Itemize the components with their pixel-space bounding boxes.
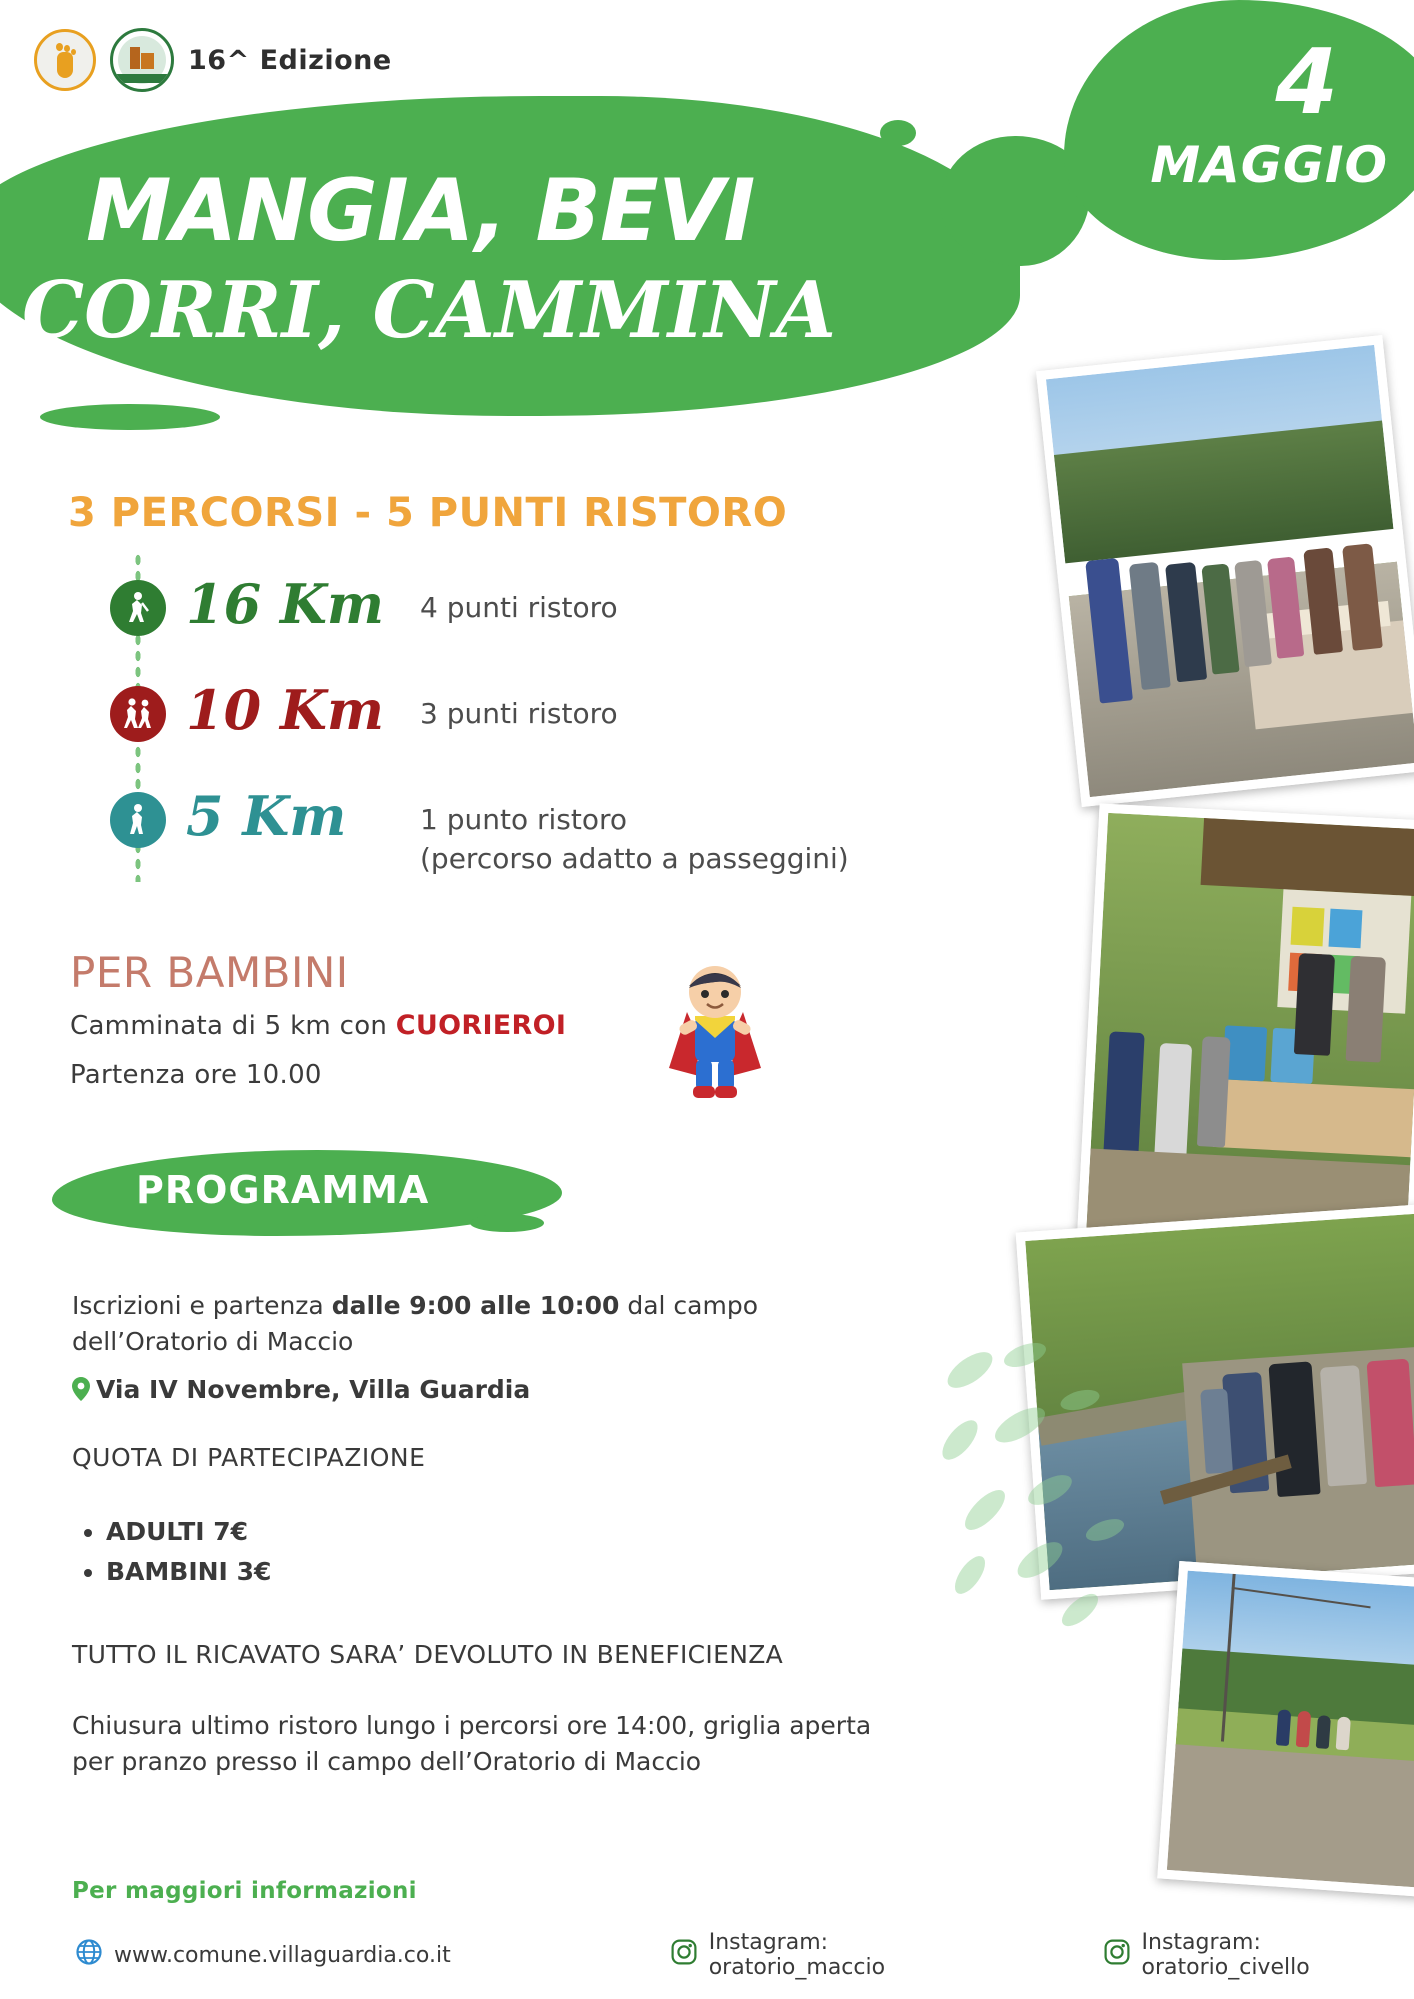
programma-brush-tail (470, 1214, 544, 1232)
comune-villa-guardia-logo (110, 28, 174, 92)
fee-heading: QUOTA DI PARTECIPAZIONE (72, 1443, 426, 1472)
two-walkers-icon (110, 686, 166, 742)
route-item-10km (110, 676, 870, 782)
registration-text (72, 1288, 892, 1361)
registration-suffix: dal campo dell’Oratorio di Maccio (72, 1291, 759, 1357)
footer-contacts (60, 1930, 1360, 1980)
address-text: Via IV Novembre, Villa Guardia (96, 1375, 531, 1404)
footer-item-instagram-civello[interactable] (1104, 1930, 1360, 1980)
edition-label: 16^ Edizione (188, 44, 392, 76)
footer-instagram-maccio-text: Instagram: oratorio_maccio (708, 1930, 886, 1980)
charity-text: TUTTO IL RICAVATO SARA’ DEVOLUTO IN BENEFICIENZA (72, 1640, 784, 1669)
footer-item-website[interactable] (76, 1939, 451, 1971)
kids-line1 (70, 1010, 566, 1041)
route-distance: 16 Km (186, 572, 385, 636)
globe-icon (76, 1939, 102, 1971)
route-description-main: 1 punto ristoro (420, 803, 628, 836)
photo-refreshment-stand-wood (1077, 803, 1414, 1258)
page-title-line1: MANGIA, BEVI (86, 161, 755, 261)
footer-item-instagram-maccio[interactable] (671, 1930, 934, 1980)
instagram-icon (671, 1939, 697, 1971)
date-month: MAGGIO (1150, 136, 1388, 194)
route-description (420, 800, 849, 878)
date-badge-shape (1064, 0, 1414, 260)
page-title-line2: CORRI, CAMMINA (22, 265, 837, 356)
hiker-icon (110, 580, 166, 636)
registration-prefix: Iscrizioni e partenza (72, 1291, 332, 1320)
programma-label: PROGRAMMA (136, 1168, 430, 1212)
kids-line2: Partenza ore 10.00 (70, 1060, 322, 1090)
location-pin-icon (72, 1377, 90, 1407)
kids-heading: PER BAMBINI (70, 948, 349, 997)
kids-line1-prefix: Camminata di 5 km con (70, 1011, 396, 1041)
routes-list (110, 570, 870, 888)
address-line (72, 1375, 892, 1407)
route-item-16km (110, 570, 870, 676)
header (34, 28, 392, 92)
fee-list (72, 1512, 892, 1592)
photo-refreshment-table-field (1036, 335, 1414, 807)
routes-heading: 3 PERCORSI - 5 PUNTI RISTORO (68, 490, 788, 536)
brush-accent-dot (880, 120, 916, 146)
footer-heading: Per maggiori informazioni (72, 1878, 417, 1904)
photo-walkers-country-road (1157, 1561, 1414, 1897)
route-distance: 10 Km (186, 678, 385, 742)
footer-website-text: www.comune.villaguardia.co.it (114, 1942, 451, 1968)
brush-accent-stroke (40, 404, 220, 430)
route-description: 3 punti ristoro (420, 697, 618, 730)
fee-item-adults: • ADULTI 7€ (106, 1512, 892, 1552)
route-item-5km (110, 782, 870, 888)
kids-line1-highlight: CUORIEROI (395, 1010, 567, 1041)
superhero-mascot (655, 960, 775, 1110)
date-day: 4 (1275, 30, 1338, 135)
route-distance: 5 Km (186, 784, 347, 848)
route-description: 4 punti ristoro (420, 591, 618, 624)
instagram-icon (1104, 1939, 1130, 1971)
closing-text: Chiusura ultimo ristoro lungo i percorsi ore 14:00, griglia aperta per pranzo presso il campo dell’Oratorio di Maccio (72, 1711, 872, 1777)
walker-icon (110, 792, 166, 848)
fee-item-children: • BAMBINI 3€ (106, 1552, 892, 1592)
footprint-logo (34, 29, 96, 91)
leaf-decoration (930, 1330, 1190, 1630)
footer-instagram-civello-text: Instagram: oratorio_civello (1141, 1930, 1310, 1980)
route-description-note: (percorso adatto a passeggini) (420, 842, 849, 876)
registration-hours: dalle 9:00 alle 10:00 (331, 1291, 620, 1320)
